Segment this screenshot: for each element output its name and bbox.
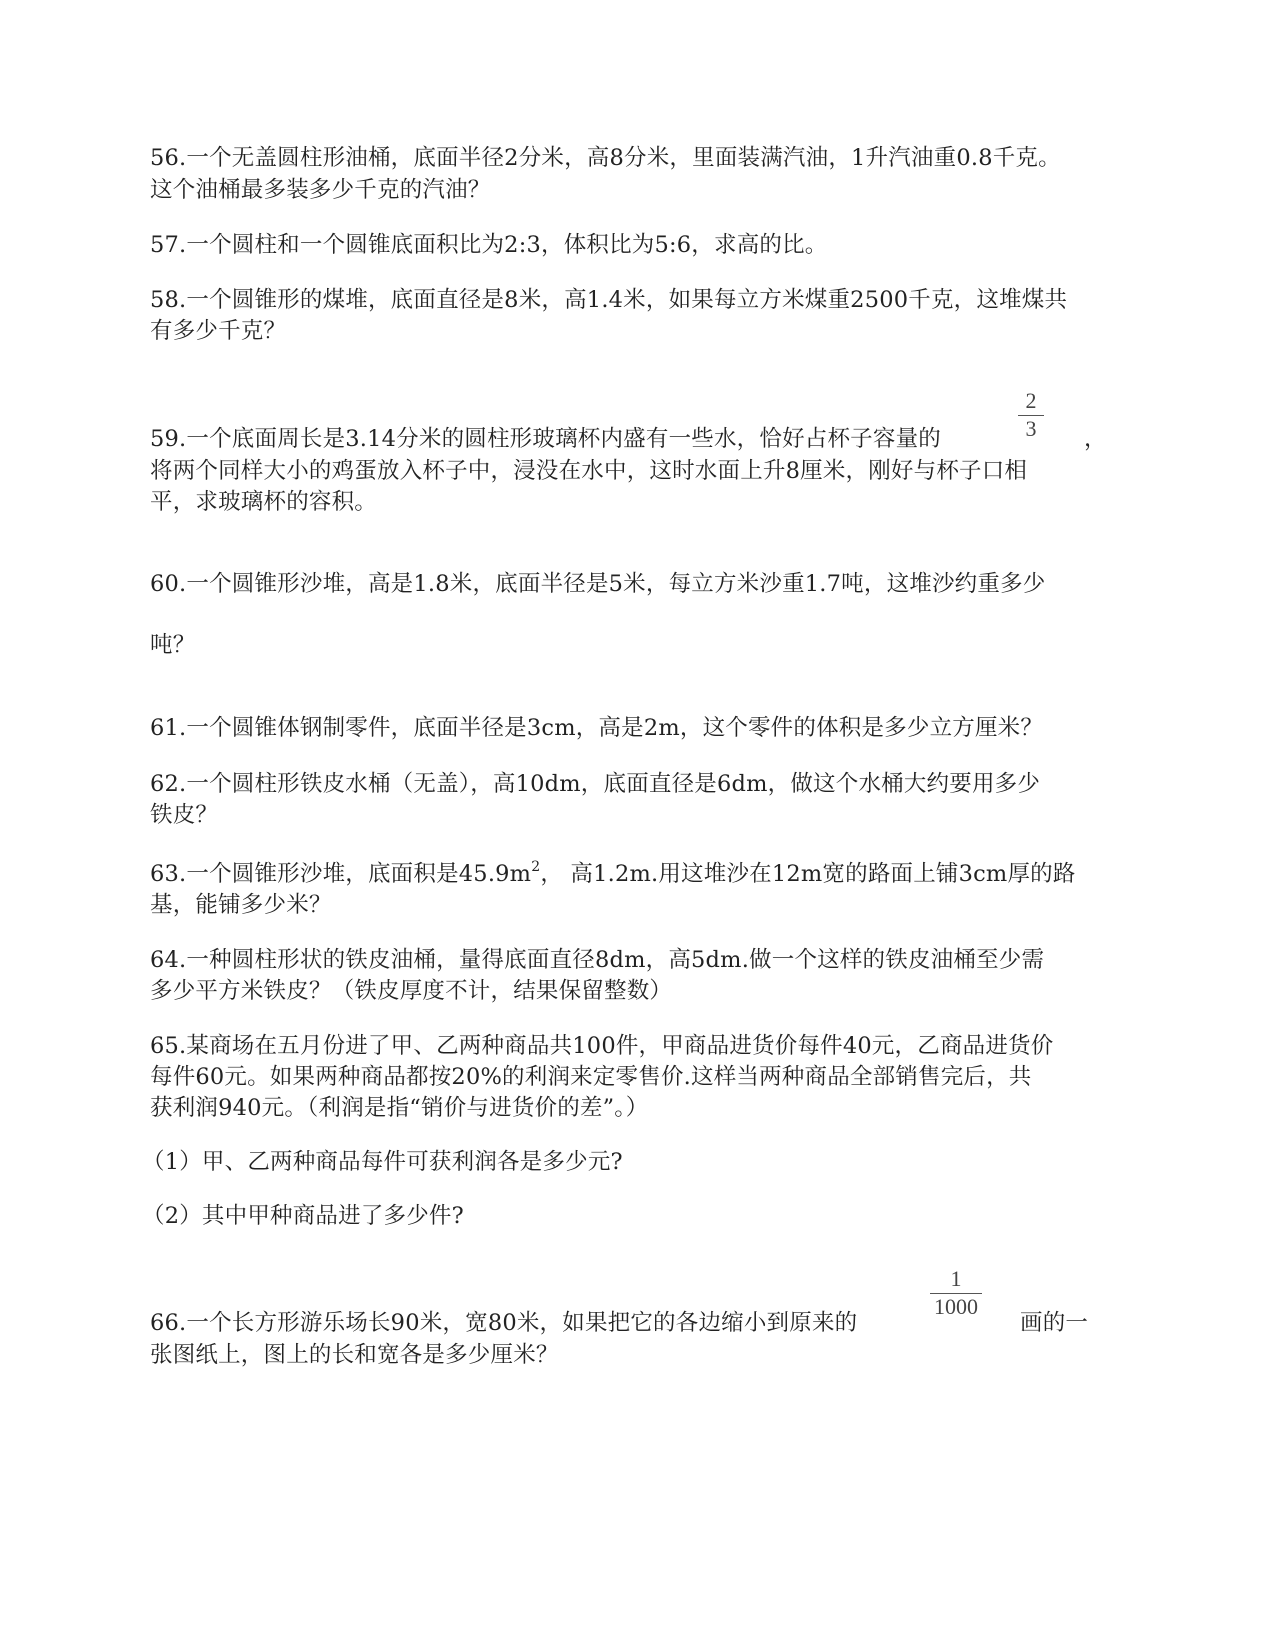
question-62-line-2: 铁皮？ [150,802,219,828]
question-56-line-2: 这个油桶最多装多少千克的汽油？ [150,177,491,203]
question-66-line-1-end: 画的一 [1020,1310,1089,1336]
question-65-line-2: 每件60元。如果两种商品都按20%的利润来定零售价.这样当两种商品全部销售完后，共 [150,1064,1032,1090]
question-64-line-1: 64.一种圆柱形状的铁皮油桶，量得底面直径8dm，高5dm.做一个这样的铁皮油桶至少需 [150,947,1045,973]
superscript-squared: 2 [531,859,541,875]
question-59-line-2: 将两个同样大小的鸡蛋放入杯子中，浸没在水中，这时水面上升8厘米，刚好与杯子口相 [150,458,1028,484]
question-64-line-2: 多少平方米铁皮？（铁皮厚度不计，结果保留整数） [150,978,673,1004]
question-61-line-1: 61.一个圆锥体钢制零件，底面半径是3cm，高是2m，这个零件的体积是多少立方厘米？ [150,715,1044,741]
question-66-line-2: 张图纸上，图上的长和宽各是多少厘米？ [150,1342,559,1368]
question-63-text-b: ， 高1.2m.用这堆沙在12m宽的路面上铺3cm厚的路 [540,861,1076,887]
fraction-numerator: 1 [950,1266,962,1291]
question-65-sub-1: （1）甲、乙两种商品每件可获利润各是多少元? [142,1149,623,1175]
fraction-denominator: 1000 [934,1294,978,1319]
question-65-line-3: 获利润940元。（利润是指“销价与进货价的差”。） [150,1095,649,1121]
question-63-line-2: 基，能铺多少米？ [150,892,332,918]
fraction-numerator: 2 [1025,388,1037,413]
question-66-line-1: 66.一个长方形游乐场长90米，宽80米，如果把它的各边缩小到原来的 [150,1310,858,1336]
question-62-line-1: 62.一个圆柱形铁皮水桶（无盖），高10dm，底面直径是6dm，做这个水桶大约要用多少 [150,771,1041,797]
question-57-line-1: 57.一个圆柱和一个圆锥底面积比为2:3，体积比为5:6，求高的比。 [150,232,828,258]
question-59-line-1: 59.一个底面周长是3.14分米的圆柱形玻璃杯内盛有一些水，恰好占杯子容量的 [150,426,941,452]
fraction-denominator: 3 [1025,416,1037,441]
question-59-line-3: 平，求玻璃杯的容积。 [150,489,378,515]
fraction-two-thirds [1018,389,1044,441]
question-63-line-1 [150,858,1076,890]
question-65-sub-2: （2）其中甲种商品进了多少件? [142,1203,464,1229]
question-63-text-a: 63.一个圆锥形沙堆，底面积是45.9m [150,861,532,887]
question-58-line-2: 有多少千克？ [150,318,287,344]
question-60-line-2: 吨？ [150,632,196,658]
fraction-one-thousandth [930,1267,982,1319]
question-65-line-1: 65.某商场在五月份进了甲、乙两种商品共100件，甲商品进货价每件40元，乙商品进货价 [150,1033,1054,1059]
question-60-line-1: 60.一个圆锥形沙堆，高是1.8米，底面半径是5米，每立方米沙重1.7吨，这堆沙约重多少 [150,571,1046,597]
question-58-line-1: 58.一个圆锥形的煤堆，底面直径是8米，高1.4米，如果每立方米煤重2500千克，这堆煤共 [150,287,1068,313]
question-59-line-1-end: ， [1084,426,1107,452]
question-56-line-1: 56.一个无盖圆柱形油桶，底面半径2分米，高8分米，里面装满汽油，1升汽油重0.8千克。 [150,145,1061,171]
